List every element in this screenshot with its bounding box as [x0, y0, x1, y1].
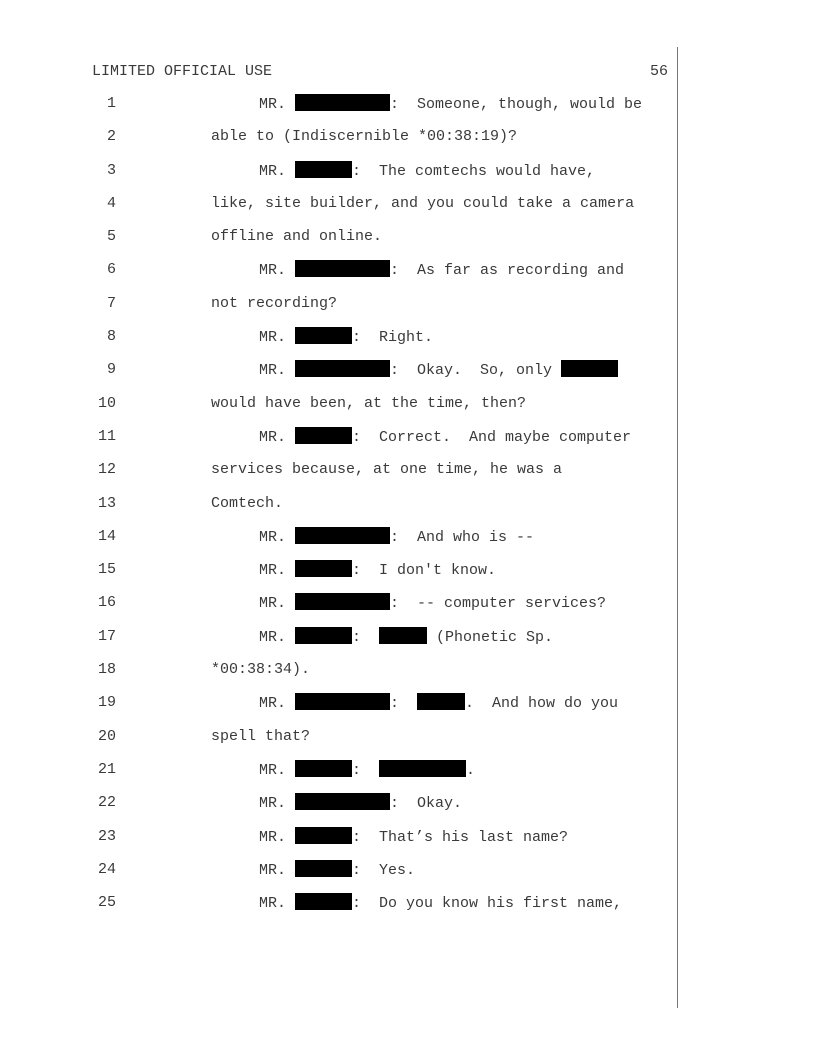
redaction-box: [417, 693, 465, 710]
transcript-line: [0, 727, 816, 760]
transcript-line: [0, 227, 816, 260]
text-segment: MR.: [259, 595, 296, 613]
line-number: 5: [106, 228, 116, 246]
transcript-line: [0, 693, 816, 726]
line-text: [259, 793, 462, 814]
text-segment: MR.: [259, 329, 296, 347]
line-text: [211, 727, 310, 747]
text-segment: Comtech.: [211, 494, 284, 512]
transcript-line: [0, 94, 816, 127]
text-segment: : Right.: [352, 329, 434, 347]
classification-label: LIMITED OFFICIAL USE: [92, 63, 273, 80]
text-segment: able to (Indiscernible *00:38:19)?: [211, 128, 518, 146]
transcript-line: [0, 560, 816, 593]
text-segment: MR.: [259, 861, 296, 879]
text-segment: .: [466, 761, 476, 779]
text-segment: MR.: [259, 562, 296, 580]
transcript-line: [0, 161, 816, 194]
text-segment: : And who is --: [390, 528, 535, 546]
redaction-box: [295, 760, 352, 777]
redaction-box: [295, 693, 390, 710]
redaction-box: [379, 627, 427, 644]
line-text: [259, 94, 642, 115]
text-segment: like, site builder, and you could take a camera: [211, 194, 635, 212]
transcript-line: [0, 427, 816, 460]
line-text: [259, 327, 433, 348]
transcript-line: [0, 460, 816, 493]
text-segment: : Okay. So, only: [390, 362, 562, 380]
transcript-line: [0, 793, 816, 826]
text-segment: :: [352, 628, 380, 646]
line-number: 2: [106, 128, 116, 146]
text-segment: services because, at one time, he was a: [211, 461, 563, 479]
line-text: [259, 360, 618, 381]
line-text: [211, 294, 337, 314]
line-text: [211, 227, 382, 247]
text-segment: :: [390, 695, 418, 713]
line-number: 10: [97, 394, 116, 412]
text-segment: : Do you know his first name,: [352, 895, 623, 913]
redaction-box: [295, 360, 390, 377]
line-text: [211, 660, 310, 680]
line-number: 12: [97, 461, 116, 479]
text-segment: would have been, at the time, then?: [211, 394, 527, 412]
text-segment: not recording?: [211, 294, 338, 312]
redaction-box: [295, 260, 390, 277]
transcript-line: [0, 593, 816, 626]
redaction-box: [295, 527, 390, 544]
transcript-line: [0, 194, 816, 227]
text-segment: MR.: [259, 695, 296, 713]
line-number: 11: [97, 427, 116, 445]
transcript-line: [0, 394, 816, 427]
line-number: 15: [97, 561, 116, 579]
line-text: [259, 827, 568, 848]
transcript-line: [0, 860, 816, 893]
line-text: [211, 494, 283, 514]
transcript-lines: [0, 94, 816, 926]
line-text: [259, 627, 553, 648]
line-number: 13: [97, 494, 116, 512]
redaction-box: [295, 593, 390, 610]
transcript-line: [0, 760, 816, 793]
line-text: [259, 161, 595, 182]
line-number: 16: [97, 594, 116, 612]
text-segment: spell that?: [211, 727, 311, 745]
redaction-box: [379, 760, 466, 777]
text-segment: : Correct. And maybe computer: [352, 428, 632, 446]
line-number: 4: [106, 194, 116, 212]
line-text: [259, 427, 631, 448]
text-segment: (Phonetic Sp.: [427, 628, 554, 646]
line-number: 25: [97, 894, 116, 912]
transcript-line: [0, 627, 816, 660]
transcript-line: [0, 327, 816, 360]
line-number: 23: [97, 827, 116, 845]
line-number: 19: [97, 694, 116, 712]
text-segment: MR.: [259, 795, 296, 813]
redaction-box: [295, 893, 352, 910]
transcript-line: [0, 527, 816, 560]
text-segment: : Okay.: [390, 795, 463, 813]
line-text: [259, 593, 606, 614]
text-segment: MR.: [259, 162, 296, 180]
text-segment: : Someone, though, would be: [390, 96, 643, 113]
redaction-box: [295, 627, 352, 644]
line-number: 17: [97, 627, 116, 645]
redaction-box: [561, 360, 618, 377]
transcript-line: [0, 260, 816, 293]
transcript-line: [0, 494, 816, 527]
text-segment: :: [352, 761, 380, 779]
text-segment: : As far as recording and: [390, 262, 625, 280]
line-number: 7: [106, 294, 116, 312]
transcript-line: [0, 660, 816, 693]
redaction-box: [295, 427, 352, 444]
text-segment: : That’s his last name?: [352, 828, 569, 846]
redaction-box: [295, 793, 390, 810]
line-text: [259, 693, 618, 714]
text-segment: . And how do you: [465, 695, 619, 713]
redaction-box: [295, 827, 352, 844]
line-number: 24: [97, 860, 116, 878]
redaction-box: [295, 161, 352, 178]
redaction-box: [295, 94, 390, 111]
text-segment: : Yes.: [352, 861, 416, 879]
transcript-line: [0, 827, 816, 860]
redaction-box: [295, 860, 352, 877]
text-segment: MR.: [259, 761, 296, 779]
line-text: [259, 860, 415, 881]
line-text: [259, 527, 534, 548]
transcript-line: [0, 127, 816, 160]
text-segment: MR.: [259, 828, 296, 846]
text-segment: MR.: [259, 428, 296, 446]
line-number: 6: [106, 261, 116, 279]
line-number: 8: [106, 328, 116, 346]
line-text: [259, 760, 475, 781]
text-segment: MR.: [259, 362, 296, 380]
transcript-line: [0, 893, 816, 926]
text-segment: MR.: [259, 895, 296, 913]
text-segment: *00:38:34).: [211, 661, 311, 679]
text-segment: : The comtechs would have,: [352, 162, 596, 180]
line-text: [259, 260, 624, 281]
text-segment: MR.: [259, 96, 296, 113]
line-text: [211, 460, 562, 480]
line-text: [259, 893, 622, 914]
line-number: 22: [97, 794, 116, 812]
line-number: 18: [97, 661, 116, 679]
text-segment: : I don't know.: [352, 562, 497, 580]
line-number: 14: [97, 527, 116, 545]
line-number: 1: [106, 95, 116, 112]
page-number: 56: [649, 63, 668, 80]
redaction-box: [295, 327, 352, 344]
page-header: [92, 62, 668, 82]
text-segment: offline and online.: [211, 228, 383, 246]
line-number: 21: [97, 760, 116, 778]
text-segment: MR.: [259, 628, 296, 646]
line-text: [211, 194, 634, 214]
text-segment: MR.: [259, 262, 296, 280]
line-number: 3: [106, 161, 116, 179]
transcript-line: [0, 294, 816, 327]
line-text: [211, 394, 526, 414]
line-text: [211, 127, 517, 147]
text-segment: MR.: [259, 528, 296, 546]
line-number: 9: [106, 361, 116, 379]
text-segment: : -- computer services?: [390, 595, 607, 613]
line-text: [259, 560, 496, 581]
transcript-line: [0, 360, 816, 393]
line-number: 20: [97, 727, 116, 745]
redaction-box: [295, 560, 352, 577]
